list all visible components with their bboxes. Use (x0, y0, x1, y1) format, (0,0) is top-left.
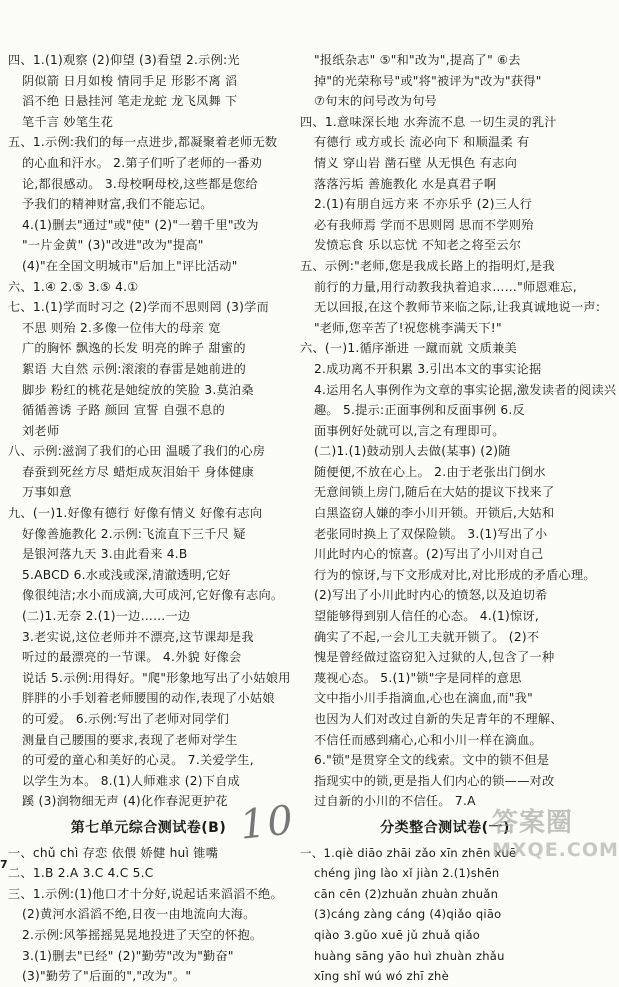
answer-line: 好像善施教化 2.示例:飞流直下三千尺 疑 (22, 526, 246, 541)
answer-line: chéng jìng lào xǐ jiàn 2.(1)shēn (314, 866, 500, 881)
answer-line: 4.运用名人事例作为文章的事实论据,激发读者的阅读兴 (314, 382, 617, 397)
answer-line: 白黑盗窃人嫌的李小川开锁。开锁后,大姑和 (314, 506, 555, 521)
answer-line: 也因为人们对改过自新的失足青年的不理解、 (314, 712, 563, 726)
answer-line: 川此时内心的惊喜。(2)写出了小川对自己 (314, 547, 544, 562)
answer-line: 2.示例:风筝摇摇晃晃地投进了天空的怀抱。 (22, 927, 263, 942)
answer-line: 笔千言 妙笔生花 (22, 114, 114, 129)
answer-line: 四、1.意味深长地 水奔流不息 一切生灵的乳汁 (300, 114, 557, 129)
answer-line: 5.ABCD 6.水或浅或深,清澈透明,它好 (22, 567, 231, 582)
answer-line: huàng sāng yāo huì zhuàn zhǎu (314, 948, 505, 963)
answer-line: 确实了不起,一会儿工夫就开锁了。 (2)不 (314, 629, 540, 644)
answer-line: 4.(1)删去"通过"或"使" (2)"一碧千里"改为 (22, 217, 259, 232)
answer-line: 3.(1)删去"已经" (2)"勤劳"改为"勤奋" (22, 948, 234, 963)
watermark-url: MXQE.COM (492, 839, 619, 861)
answer-line: 不信任而感到痛心,心和小川一样在滴血。 (314, 732, 542, 747)
answer-line: 愧是曾经做过盗窃犯入过狱的人,包含了一种 (314, 650, 555, 665)
answer-line: 的心血和汗水。 2.第子们听了老师的一番劝 (22, 155, 263, 170)
page-number: 7 (0, 858, 8, 871)
answer-line: 是银河落九天 3.由此看来 4.B (22, 547, 188, 562)
answer-line: 趣。 5.提示:正面事例和反面事例 6.反 (314, 403, 525, 418)
section-title: 第七单元综合测试卷(B) (70, 819, 227, 836)
answer-line: 的可爱的童心和美好的心灵。 7.关爱学生, (22, 753, 254, 768)
answer-line: 望能够得到别人信任的心态。 4.(1)惊讶, (314, 609, 539, 624)
answer-line: 循循善诱 子路 颜回 宣誓 自强不息的 (22, 403, 226, 418)
answer-line: 过自新的小川的不信任。 7.A (314, 794, 476, 809)
answer-line: "报纸杂志" ⑤"和"改为",提高了" ⑥去 (314, 53, 521, 67)
answer-line: (2)黄河水滔滔不绝,日夜一由地流向大海。 (22, 907, 256, 922)
answer-line: 二、1.B 2.A 3.C 4.C 5.C (8, 866, 154, 881)
answer-line: qiào 3.gǔo xuē jǔ zhuǎ qiǎo (314, 927, 481, 942)
answer-line: 四、1.(1)观察 (2)仰望 (3)看望 2.示例:光 (8, 53, 240, 67)
answer-line: 文中指小川手指滴血,心也在滴血,而"我" (314, 691, 533, 706)
answer-line: cān cēn (2)zhuǎn zhuàn zhuǎn (314, 886, 499, 901)
answer-line: 老张同时换上了双保险锁。 3.(1)写出了小 (314, 526, 548, 541)
answer-line: 以学生为本。 8.(1)人师难求 (2)下自成 (22, 773, 241, 788)
answer-line: 三、1.示例:(1)他口才十分好,说起话来滔滔不绝。 (8, 886, 283, 901)
answer-line: 不思 则殆 2.多像一位伟大的母亲 宽 (22, 320, 221, 335)
answer-line: 六、1.④ 2.⑤ 3.⑤ 4.① (8, 279, 139, 294)
answer-line: 听过的最漂亮的一节课。 4.外貌 好像会 (22, 650, 242, 665)
answer-line: 测量自己腰围的要求,表现了老师对学生 (22, 732, 238, 747)
answer-line: 滔不绝 日悬挂河 笔走龙蛇 龙飞凤舞 下 (22, 94, 238, 109)
answer-line: 絮语 大自然 示例:滚滚的春雷是她前进的 (22, 361, 247, 376)
answer-line: 六、(一)1.循序渐进 一蹴而就 文质兼美 (300, 341, 517, 356)
answer-line: 无意间锁上房门,随后在大姑的提议下找来了 (314, 485, 555, 500)
answer-line: 七、1.(1)学而时习之 (2)学而不思则罔 (3)学而 (8, 300, 269, 315)
answer-line: 阴似箭 日月如梭 情同手足 形影不离 滔 (22, 73, 238, 88)
answer-line: (2)写出了小川此时内心的愤怒,以及迫切希 (314, 588, 548, 603)
answer-line: 广的胸怀 飘逸的长发 明亮的眸子 甜蜜的 (22, 341, 246, 356)
answer-line: 蔑视心态。 5.(1)"锁"字是同样的意思 (314, 670, 522, 685)
answer-line: 前行的力量,用行动教我执着追求……"师恩难忘, (314, 279, 577, 294)
answer-line: 说话 5.示例:用得好。"爬"形象地写出了小姑娘用 (22, 670, 291, 685)
answer-line: 一、1.qiè diāo zhāi zǎo xīn zhēn xuē (300, 845, 517, 860)
watermark (492, 807, 619, 869)
answer-line: 予我们的精神财富,我们不能忘记。 (22, 197, 213, 212)
answer-line: 的可爱。 6.示例:写出了老师对同学们 (22, 712, 230, 726)
answer-line: "老师,您辛苦了!祝您桃李满天下!" (314, 320, 502, 335)
answer-line: 论,都很感动。 3.母校啊母校,这些都是您给 (22, 176, 258, 191)
answer-line: 八、示例:滋润了我们的心田 温暖了我们的心房 (8, 444, 266, 459)
watermark-logo: 答案圈 (492, 808, 574, 838)
answer-line: 行为的惊讶,与下文形成对比,对比形成的矛盾心理。 (314, 567, 596, 582)
answer-line: (4)"在全国文明城市"后加上"评比活动" (22, 258, 238, 273)
answer-line: 五、1.示例:我们的每一点进步,都凝聚着老师无数 (8, 135, 278, 150)
answer-line: (3)cáng zàng cáng (4)qiǎo qiāo (314, 907, 502, 922)
section-title: 分类整合测试卷(一) (380, 819, 510, 836)
answer-line: 脚步 粉红的桃花是她绽放的笑脸 3.莫泊桑 (22, 382, 254, 397)
answer-line: 6."锁"是贯穿全文的线索。文中的锁不但是 (314, 753, 550, 768)
handwritten-mark: 10 (237, 797, 298, 849)
answer-line: xīng shǐ wú wó zhī zhè (314, 969, 449, 984)
answer-line: 情义 穿山岩 凿石壁 从无惧色 有志向 (314, 155, 518, 170)
answer-line: 随便便,不放在心上。 2.由于老张出门倒水 (314, 464, 546, 479)
answer-line: 无以回报,在这个教师节来临之际,让我真诚地说一声: (314, 300, 601, 315)
answer-line: (3)"勤劳了"后面的","改为"。" (22, 969, 192, 984)
answer-line: 万事如意 (22, 485, 72, 500)
answer-line: 九、(一)1.好像有德行 好像有情义 好像有志向 (8, 506, 263, 521)
answer-line: 五、示例:"老师,您是我成长路上的指明灯,是我 (300, 258, 555, 273)
answer-line: (二)1.无奈 2.(1)一边……一边 (22, 609, 191, 624)
answer-line: 3.老实说,这位老师并不漂亮,这节课却是我 (22, 629, 254, 644)
answer-line: 落落污垢 善施教化 水是真君子啊 (314, 176, 497, 191)
answer-line: 春蚕到死丝方尽 蜡炬成灰泪始干 身体健康 (22, 464, 255, 479)
answer-line: 发愤忘食 乐以忘忧 不知老之将至云尔 (314, 238, 522, 253)
answer-line: 2.(1)有朋自远方来 不亦乐乎 (2)三人行 (314, 197, 533, 212)
answer-line: 面事例好处就可以,言之有理即可。 (314, 423, 505, 438)
answer-line: ⑦句末的问号改为句号 (314, 94, 438, 109)
answer-line: 蹊 (3)润物细无声 (4)化作春泥更护花 (22, 794, 228, 809)
answer-line: 一、chǔ chì 存恋 依偎 娇健 huì 锥嘴 (8, 845, 219, 860)
answer-line: 有德行 或方或长 流必向下 和顺温柔 有 (314, 135, 530, 150)
answer-line: 像很纯洁;水小而成滴,大可成河,它好像有志向。 (22, 588, 284, 603)
answer-line: 刘老师 (22, 423, 60, 438)
answer-line: 掉"的光荣称号"或"将"被评为"改为"获得" (314, 73, 542, 88)
answer-line: 2.成功离不开积累 3.引出本文的事实论据 (314, 361, 542, 376)
answer-line: (二)1.(1)鼓动别人去做(某事) (2)随 (314, 444, 511, 459)
answer-line: 胖胖的小手划着老师腰围的动作,表现了小姑娘 (22, 691, 275, 706)
answer-line: 指现实中的锁,更是指人们内心的锁——对改 (314, 773, 555, 788)
answer-line: "一片金黄" (3)"改进"改为"提高" (22, 238, 204, 253)
answer-line: 必有我师焉 学而不思则罔 思而不学则殆 (314, 217, 534, 232)
